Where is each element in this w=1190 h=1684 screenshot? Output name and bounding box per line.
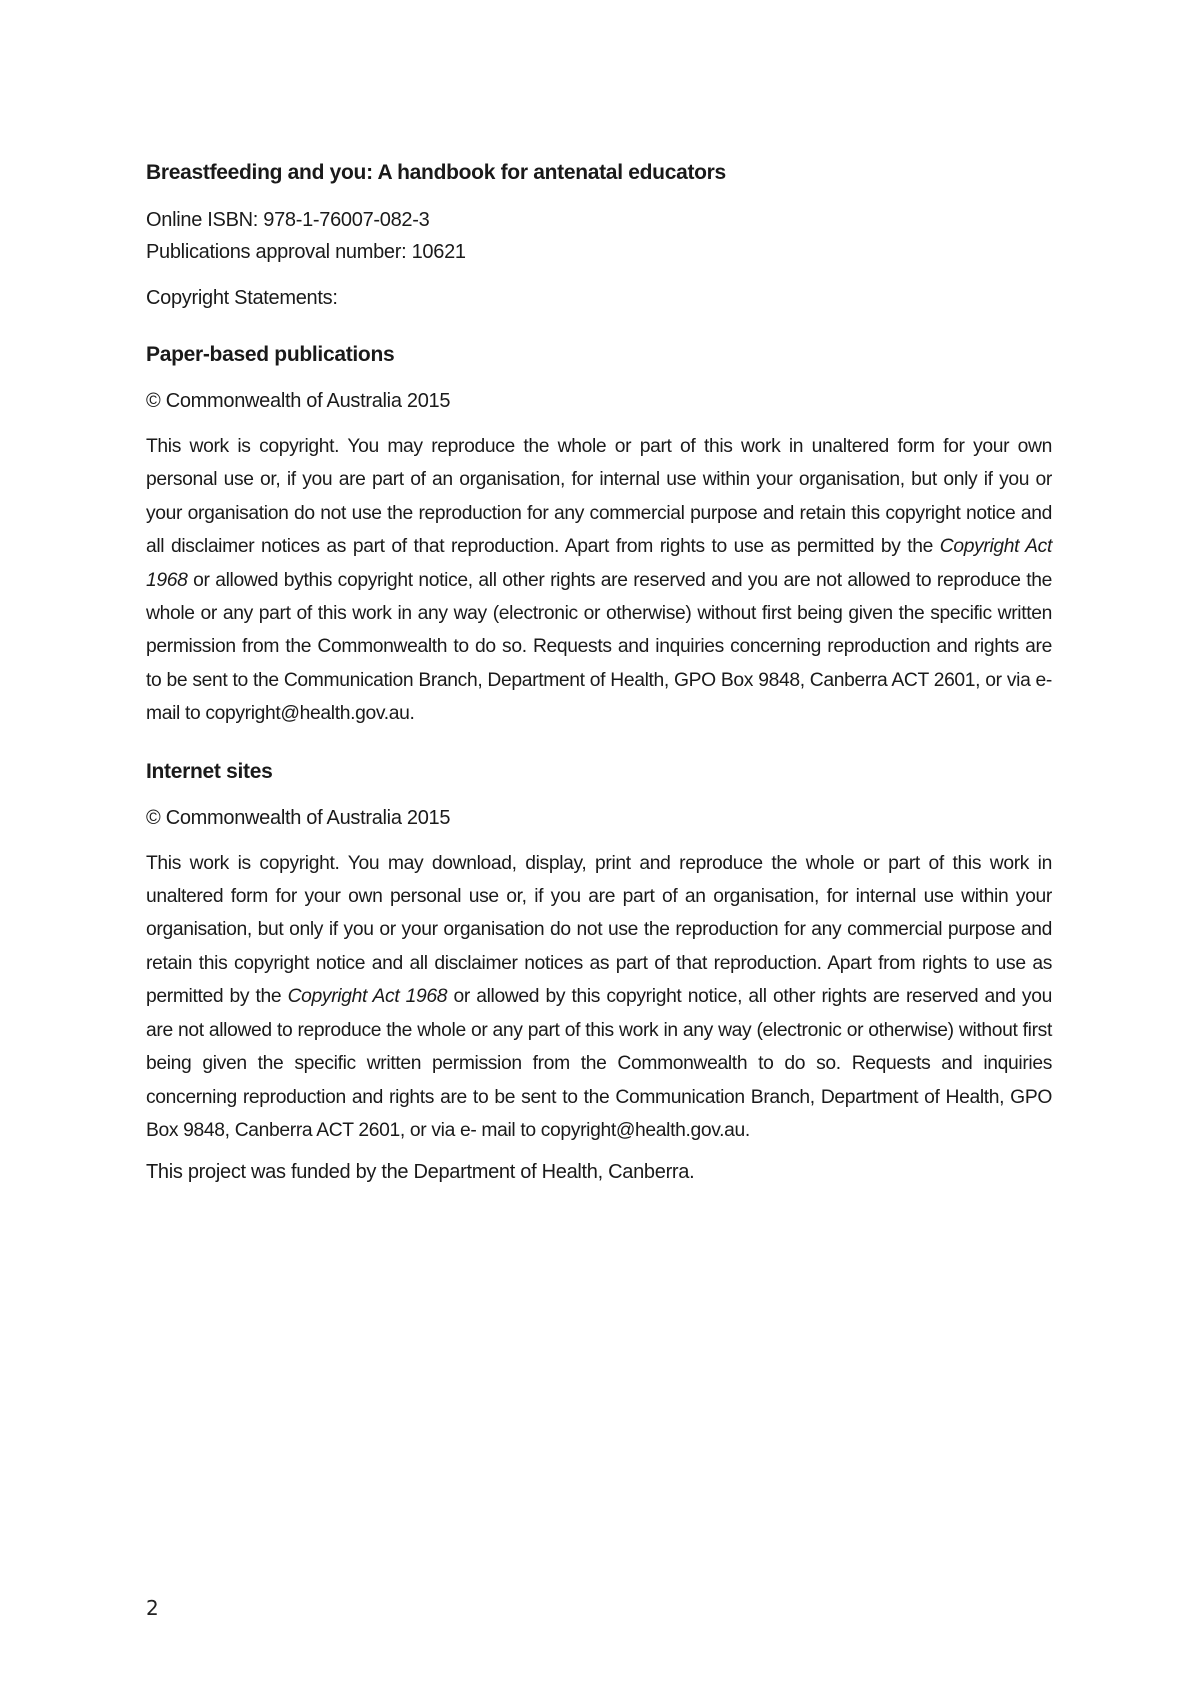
copyright-statements-label: Copyright Statements: [146,287,338,309]
paper-copyright-line: © Commonwealth of Australia 2015 [146,390,451,412]
internet-copyright-act-title: Copyright Act 1968 [287,986,448,1008]
internet-sites-heading: Internet sites [146,759,273,783]
internet-copyright-line: © Commonwealth of Australia 2015 [146,806,451,829]
page-number: 2 [146,1596,159,1620]
internet-text-part-2: or allowed by this copyright notice, all other rights are reserved and you are not allowed to reproduce the whole or any part of this work in any way (electronic or otherwise) without first being given the specific written permission from the Commonwealth to do so. Requests and inquiries concerning reproduction and rights are to be sent to the Communication Branch, Department of Health, GPO Box 9848, Canberra ACT 2601, or via e- mail to copyright@health.gov.au. [146,986,1052,1141]
paper-text-part-1: This work is copyright. You may reproduce the whole or part of this work in unaltered form for your own personal use or, if you are part of an organisation, for internal use within your organisation, but only if you or your organisation do not use the reproduction for any commercial purpose and retain this copyright notice and all disclaimer notices as part of that reproduction. Apart from rights to use as permitted by the [146,436,1052,558]
paper-publications-section [146,342,1052,731]
paper-publications-heading: Paper-based publications [146,343,395,366]
publication-meta [146,204,1052,268]
document-title: Breastfeeding and you: A handbook for antenatal educators [146,161,726,184]
paper-copyright-act-title: Copyright Act 1968 [146,536,1052,591]
isbn-line: Online ISBN: 978-1-76007-082-3 [146,209,430,231]
internet-copyright-paragraph [146,847,1052,1148]
page-content [146,160,1052,1187]
paper-text-part-2: or allowed bythis copyright notice, all other rights are reserved and you are not allowed to reproduce the whole or any part of this work in any way (electronic or otherwise) without first being given the specific written permission from the Commonwealth to do so. Requests and inquiries concerning reproduction and rights are to be sent to the Communication Branch, Department of Health, GPO Box 9848, Canberra ACT 2601, or via e-mail to copyright@health.gov.au. [146,569,1052,725]
internet-text-part-1: This work is copyright. You may download, display, print and reproduce the whole or part of this work in unaltered form for your own personal use or, if you are part of an organisation, for internal use within your organisation, but only if you or your organisation do not use the reproduction for any commercial purpose and retain this copyright notice and all disclaimer notices as part of that reproduction. Apart from rights to use as permitted by the [146,852,1052,1008]
paper-copyright-paragraph [146,430,1052,731]
internet-sites-section [146,759,1052,1148]
funding-note: This project was funded by the Department of Health, Canberra. [146,1161,695,1184]
approval-line: Publications approval number: 10621 [146,241,466,263]
